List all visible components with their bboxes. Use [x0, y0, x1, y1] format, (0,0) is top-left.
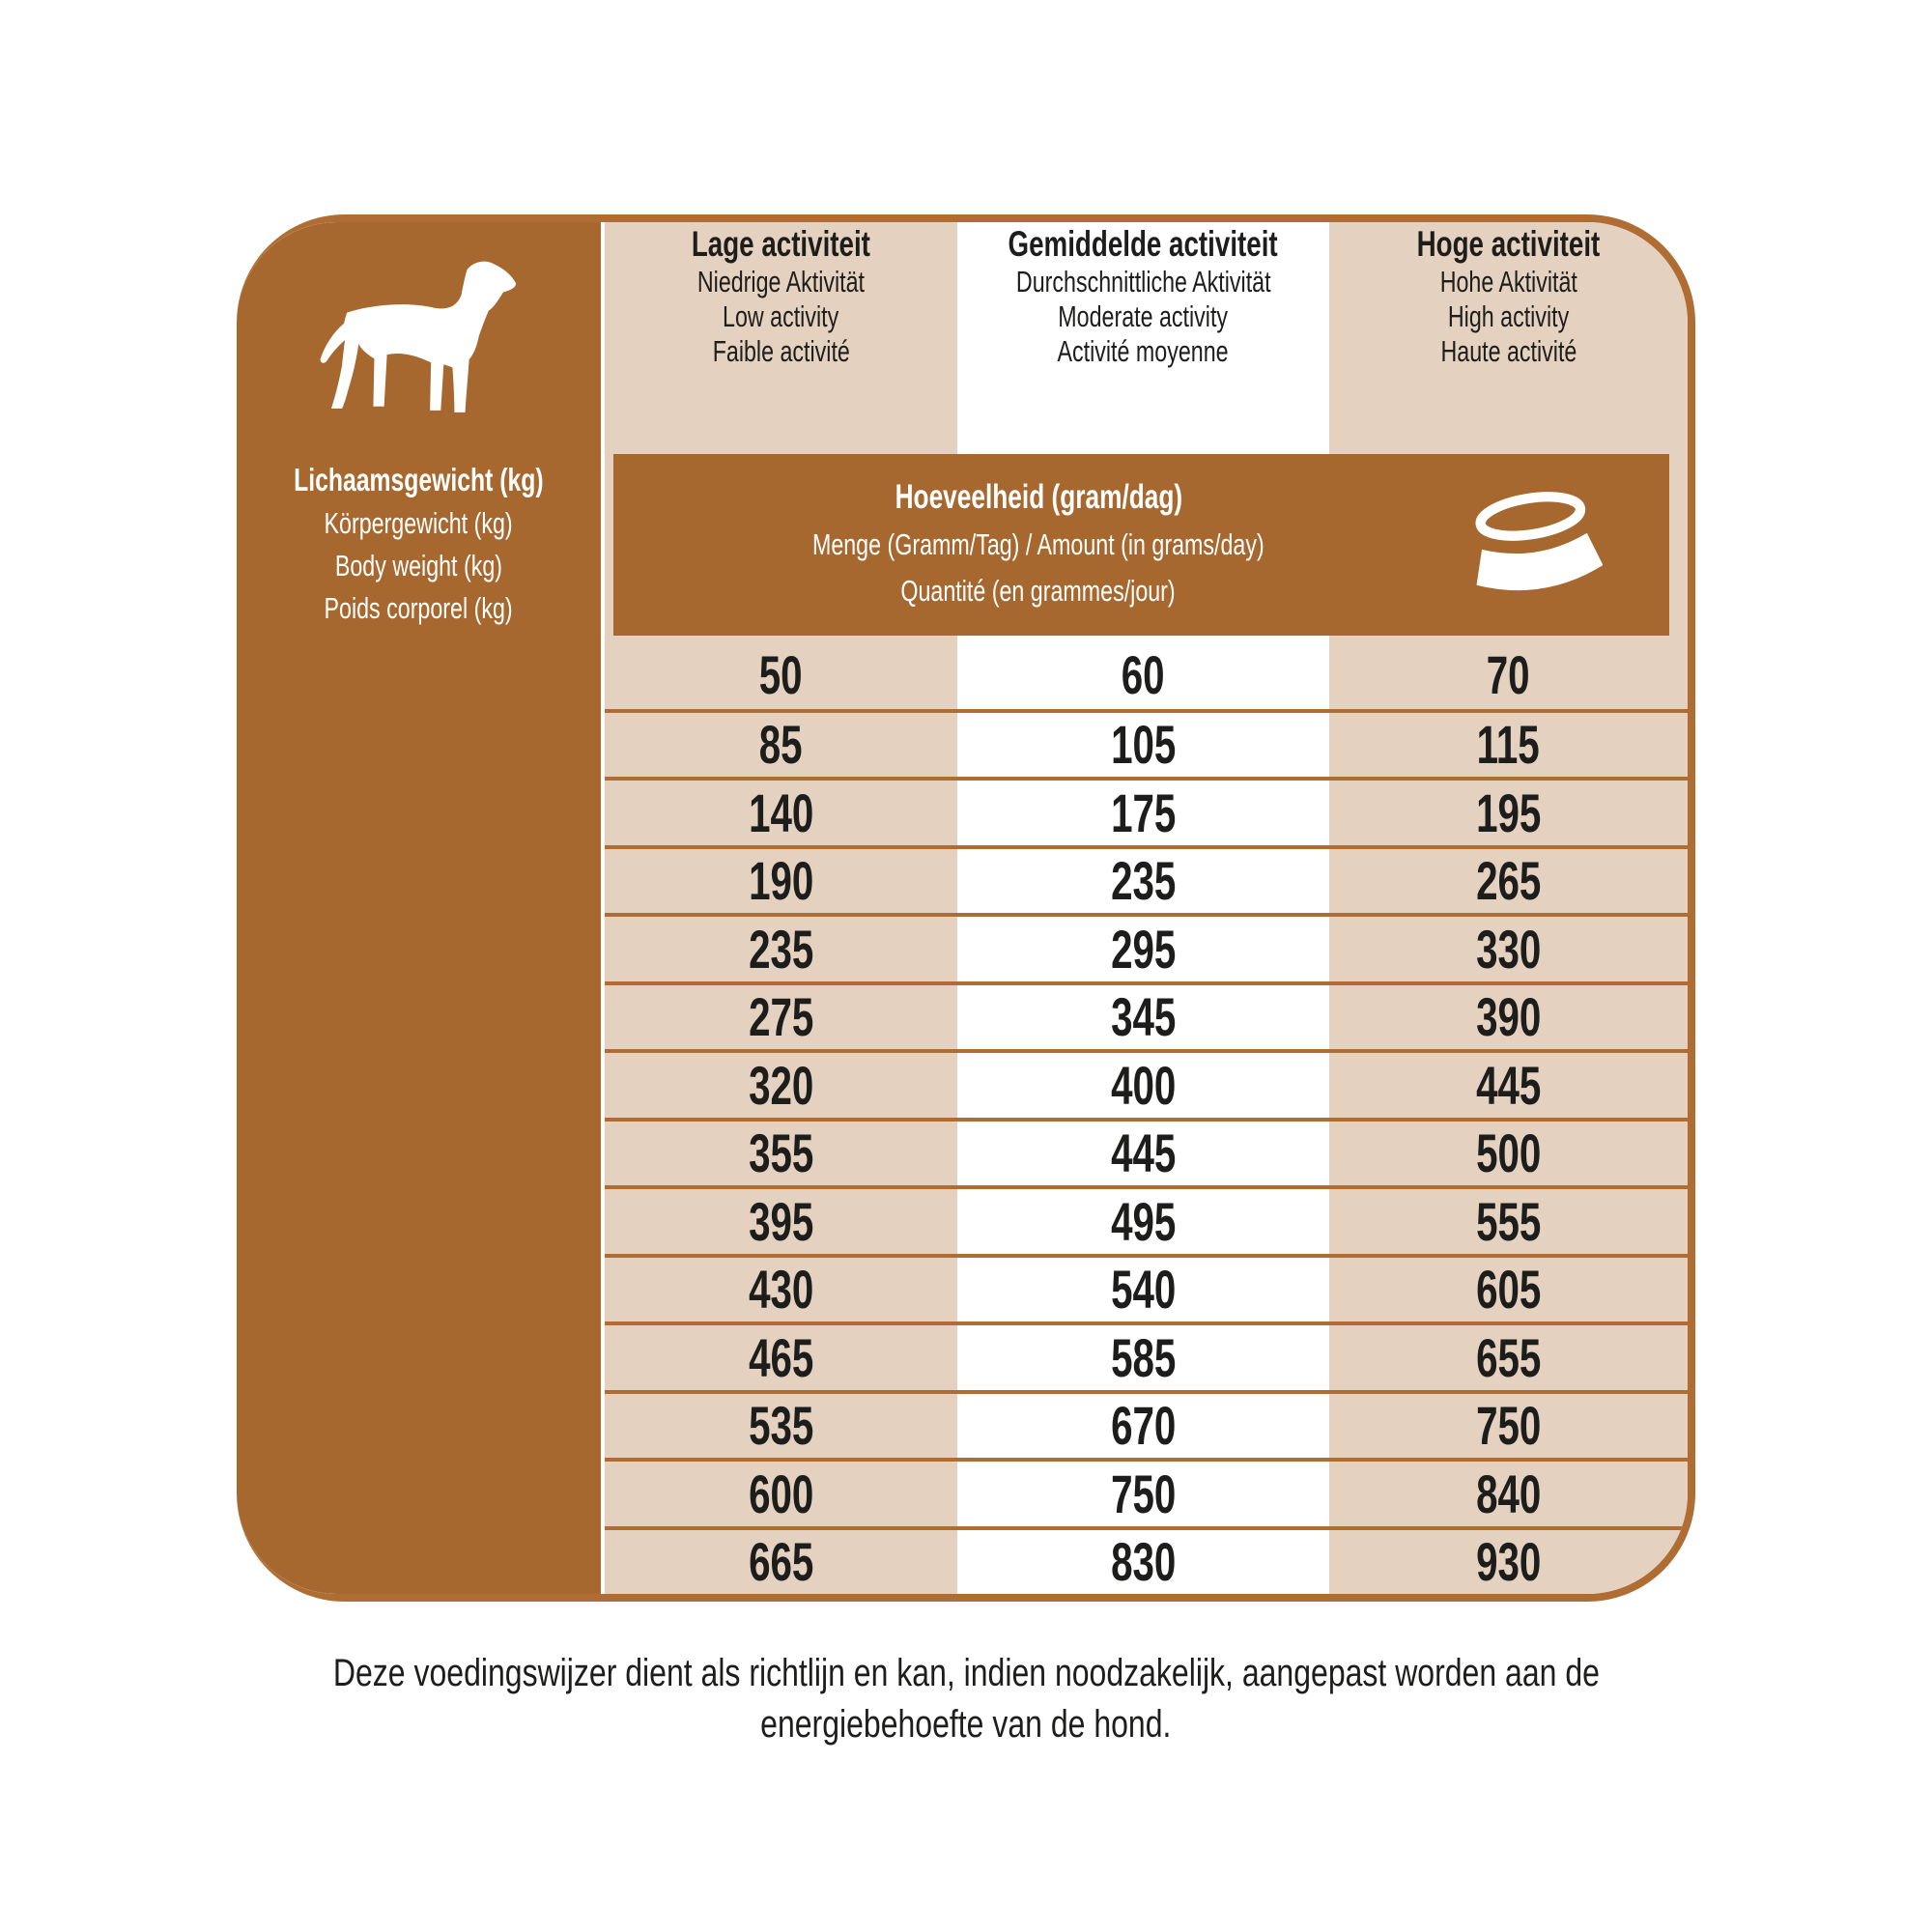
amount-low-activity: 535	[748, 1395, 814, 1457]
amount-low-activity: 275	[748, 986, 814, 1048]
footer-line-1: Deze voedingswijzer dient als richtlijn en kan, indien noodzakelijk, aangepast worden aan de	[332, 1652, 1600, 1694]
weight-title: Lichaamsgewicht (kg)	[294, 462, 544, 497]
feeding-guide-table	[237, 214, 1695, 1602]
footer-line-2: energiebehoefte van de hond.	[760, 1703, 1172, 1746]
row-amount-cells	[605, 1049, 1688, 1118]
amount-high-activity: 840	[1475, 1463, 1542, 1524]
amount-low-activity: 355	[748, 1122, 814, 1184]
amount-low-activity: 465	[748, 1326, 814, 1388]
amount-low-activity: 320	[748, 1054, 814, 1116]
column-headers	[605, 222, 1688, 454]
amount-moderate-activity: 295	[1110, 918, 1177, 980]
dog-bowl-icon	[1467, 477, 1603, 612]
amount-high-activity: 70	[1487, 643, 1530, 705]
activity-cells-region	[605, 222, 1688, 1594]
amount-moderate-activity: 105	[1110, 714, 1177, 776]
amount-moderate-activity: 540	[1110, 1259, 1177, 1321]
body-weight-column	[237, 222, 601, 1594]
amount-high-activity: 115	[1476, 714, 1541, 776]
amount-high-activity: 930	[1475, 1531, 1542, 1593]
amount-low-activity: 50	[759, 643, 803, 705]
amount-low-activity: 190	[748, 850, 814, 912]
footer-note	[0, 1648, 1932, 1750]
row-amount-cells	[605, 777, 1688, 845]
moderate-activity-title: Gemiddelde activiteit	[1008, 224, 1279, 264]
row-amount-cells	[605, 1390, 1688, 1459]
amount-title: Hoeveelheid (gram/dag)	[895, 478, 1182, 516]
row-amount-cells	[605, 845, 1688, 914]
amount-high-activity: 445	[1475, 1054, 1542, 1116]
row-amount-cells	[605, 709, 1688, 778]
amount-moderate-activity: 830	[1110, 1531, 1177, 1593]
amount-moderate-activity: 585	[1110, 1326, 1177, 1388]
amount-moderate-activity: 345	[1110, 986, 1177, 1048]
row-amount-cells	[605, 981, 1688, 1050]
column-header-low-activity: Lage activiteit Niedrige Aktivität Low activity Faible activité	[691, 224, 871, 368]
row-amount-cells	[605, 1254, 1688, 1322]
dog-icon	[312, 257, 526, 423]
low-activity-title: Lage activiteit	[691, 224, 871, 264]
amount-low-activity: 430	[748, 1259, 814, 1321]
amount-low-activity: 600	[748, 1463, 814, 1524]
amount-high-activity: 195	[1475, 781, 1542, 843]
row-amount-cells	[605, 1185, 1688, 1254]
amount-moderate-activity: 495	[1110, 1190, 1177, 1252]
amount-low-activity: 235	[748, 918, 814, 980]
amount-high-activity: 500	[1475, 1122, 1542, 1184]
weight-column-header: Lichaamsgewicht (kg) Körpergewicht (kg) Body weight (kg) Poids corporel (kg)	[237, 458, 601, 630]
column-header-high-activity: Hoge activiteit Hohe Aktivität High activity Haute activité	[1416, 224, 1601, 368]
amount-high-activity: 605	[1475, 1259, 1542, 1321]
row-amount-cells	[605, 640, 1688, 709]
amount-high-activity: 750	[1475, 1395, 1542, 1457]
row-amount-cells	[605, 1526, 1688, 1595]
amount-header-band	[613, 454, 1669, 636]
high-activity-title: Hoge activiteit	[1416, 224, 1601, 264]
amount-high-activity: 330	[1475, 918, 1542, 980]
amount-low-activity: 395	[748, 1190, 814, 1252]
amount-moderate-activity: 670	[1110, 1395, 1177, 1457]
row-amount-cells	[605, 913, 1688, 981]
amount-moderate-activity: 175	[1110, 781, 1177, 843]
row-amount-cells	[605, 1321, 1688, 1390]
table-inner	[237, 222, 1688, 1594]
amount-low-activity: 665	[748, 1531, 814, 1593]
amount-low-activity: 140	[748, 781, 814, 843]
amount-moderate-activity: 235	[1110, 850, 1177, 912]
column-header-moderate-activity: Gemiddelde activiteit Durchschnittliche Aktivität Moderate activity Activité moyenne	[1008, 224, 1279, 368]
row-amount-cells	[605, 1458, 1688, 1526]
amount-high-activity: 265	[1475, 850, 1542, 912]
amount-high-activity: 655	[1475, 1326, 1542, 1388]
amount-moderate-activity: 60	[1122, 643, 1165, 705]
amount-high-activity: 555	[1475, 1190, 1542, 1252]
amount-moderate-activity: 400	[1110, 1054, 1177, 1116]
row-amount-cells	[605, 1118, 1688, 1186]
amount-band-text: Hoeveelheid (gram/dag) Menge (Gramm/Tag) / Amount (in grams/day) Quantité (en grammes/jour)	[613, 473, 1463, 614]
amount-low-activity: 85	[759, 714, 803, 776]
amount-moderate-activity: 750	[1110, 1463, 1177, 1524]
amount-moderate-activity: 445	[1110, 1122, 1177, 1184]
amount-high-activity: 390	[1475, 986, 1542, 1048]
